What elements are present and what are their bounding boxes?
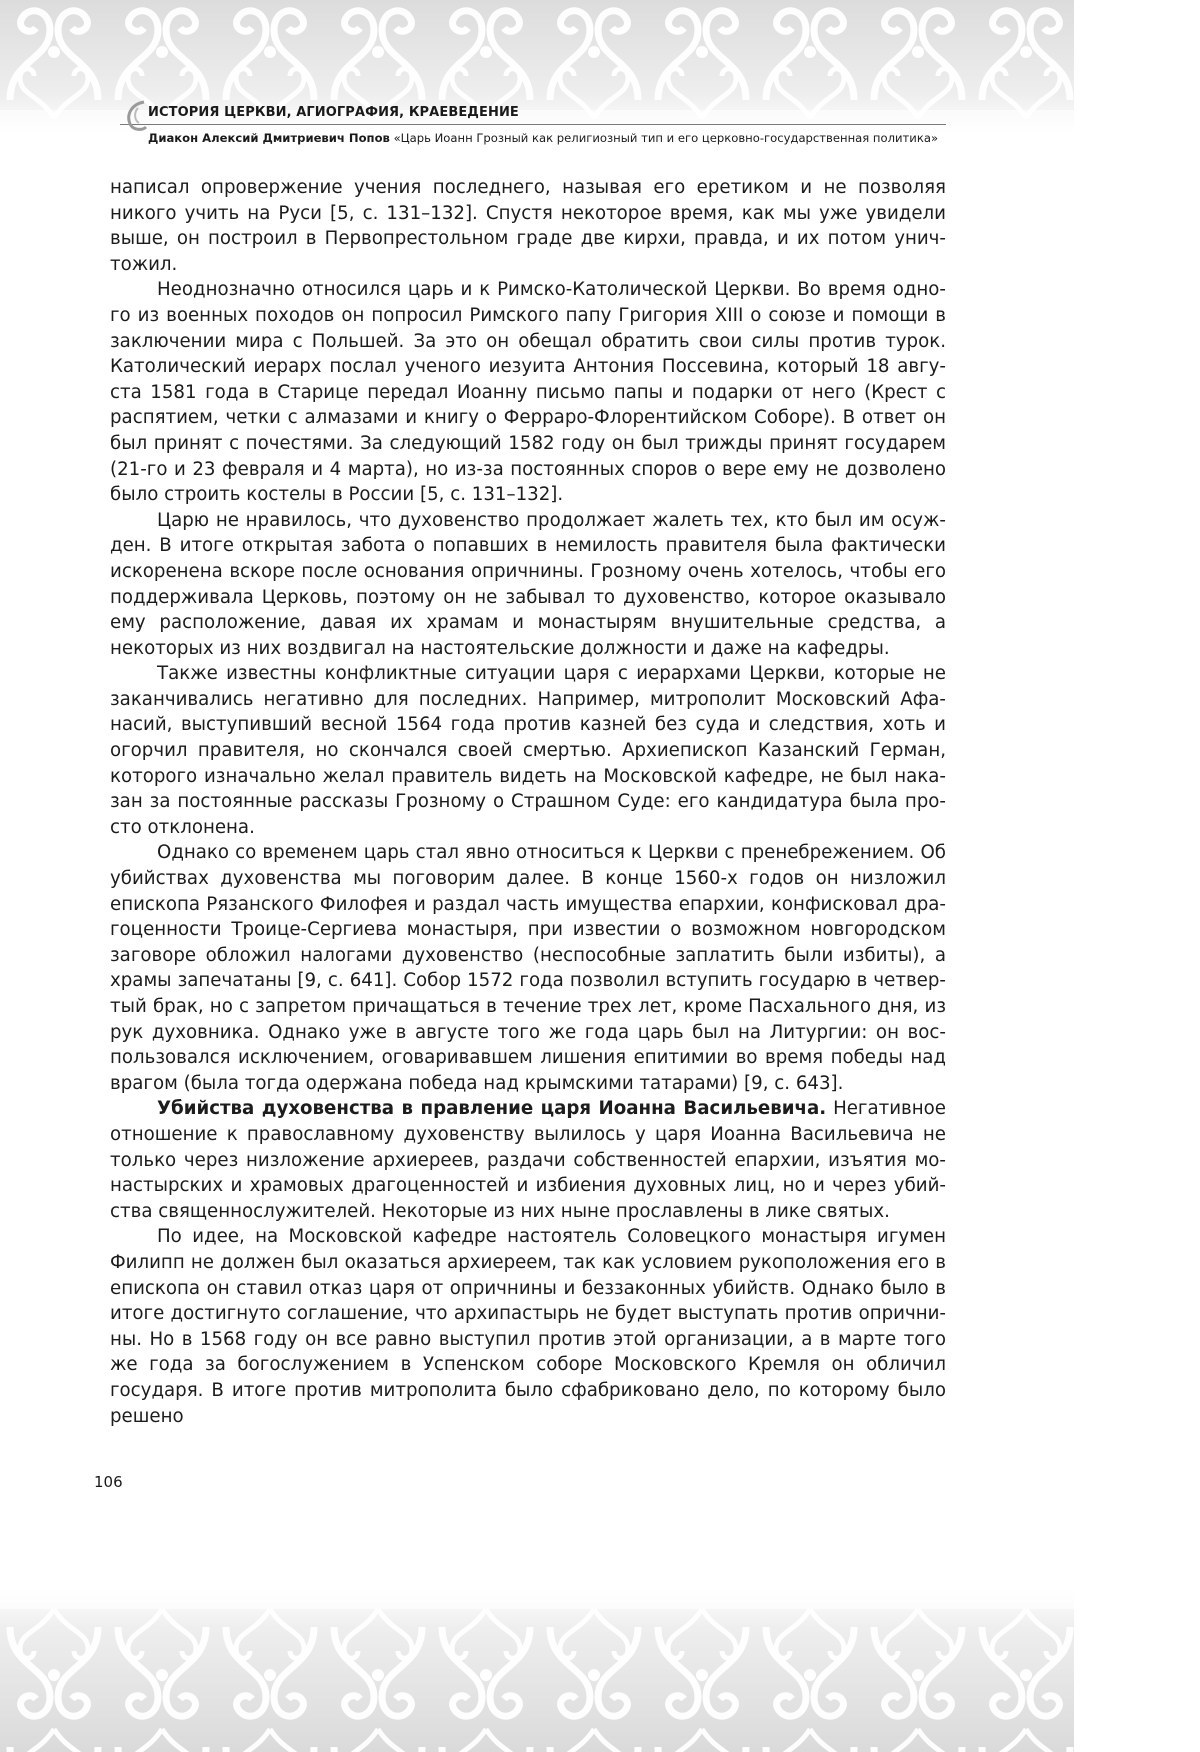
paragraph-1: написал опровержение учения последнего, называя его еретиком и не позволяя никого учить на Руси [5, с. 131–132]. Спустя некоторое время, как мы уже увидели выше, он построил в Первопрестольном граде две кирхи, правда, и их потом уничтожил. [110, 177, 946, 275]
header-rule [120, 124, 946, 125]
article-title: «Царь Иоанн Грозный как религиозный тип и его церковно-государственная политика» [393, 131, 939, 145]
section-rubric: ИСТОРИЯ ЦЕРКВИ, АГИОГРАФИЯ, КРАЕВЕДЕНИЕ [148, 105, 519, 120]
paragraph-6-text: Негативное отношение к православному духовенству вылилось у царя Иоанна Васильевича не только через низложение архиереев, раздачи собственностей епархии, изъятия монастырских и храмовых драгоценностей и избиения духовных лиц, но и через убийства священнослужителей. Некоторые из них ныне прославлены в лике святых. [110, 1098, 946, 1222]
paragraph-7: По идее, на Московской кафедре настоятель Соловецкого монастыря игумен Филипп не должен был оказаться архиереем, так как условием рукоположения его в епископа он ставил отказ царя от опричнины и беззаконных убийств. Однако было в итоге достигнуто соглашение, что архипастырь не будет выступать против опричнины. Но в 1568 году он все равно выступил против этой организации, а в марте того же года за богослужением в Успенском соборе Московского Кремля он обличил государя. В итоге против митрополита было сфабриковано дело, по которому было решено [110, 1226, 946, 1427]
rubric-emblem-icon [124, 100, 150, 132]
page-number: 106 [94, 1473, 123, 1491]
running-header [110, 104, 946, 146]
paragraph-4: Также известны конфликтные ситуации царя с иерархами Церкви, которые не заканчивались негативно для последних. Например, митрополит Московский Афанасий, выступивший весной 1564 года против казней без суда и следствия, хоть и огорчил правителя, но скончался своей смертью. Архиепископ Казанский Герман, которого изначально желал правитель видеть на Московской кафедре, не был наказан за постоянные рассказы Грозному о Страшном Суде: его кандидатура была просто отклонена. [110, 663, 946, 838]
author-name: Диакон Алексий Дмитриевич Попов [148, 131, 390, 145]
paragraph-2: Неоднозначно относился царь и к Римско-Католической Церкви. Во время одного из военных походов он попросил Римского папу Григория XIII о союзе и помощи в заключении мира с Польшей. За это он обещал обратить свои силы против турок. Католический иерарх послал ученого иезуита Антония Поссевина, который 18 августа 1581 года в Старице передал Иоанну письмо папы и подарки от него (Крест с распятием, четки с алмазами и книгу о Ферраро-Флорентийском Соборе). В ответ он был принят с почестями. За следующий 1582 году он был трижды принят государем (21-го и 23 февраля и 4 марта), но из-за постоянных споров о вере ему не дозволено было строить костелы в России [5, с. 131–132]. [110, 279, 946, 506]
ornament-pattern-bottom [0, 1587, 1074, 1752]
article-body [110, 175, 946, 1429]
paragraph-6 [110, 1096, 946, 1224]
paragraph-3: Царю не нравилось, что духовенство продолжает жалеть тех, кто был им осужден. В итоге открытая забота о попавших в немилость правителя была фактически искоренена вскоре после основания опричнины. Грозному очень хотелось, чтобы его поддерживала Церковь, поэтому он не забывал то духовенство, которое оказывало ему расположение, давая их храмам и монастырям внушительные средства, а некоторых из них воздвигал на настоятельские должности и даже на кафедры. [110, 509, 946, 659]
article-reference [110, 130, 946, 146]
bottom-ornament-band [0, 1587, 1074, 1752]
section-heading: Убийства духовенства в правление царя Иоанна Васильевича. [157, 1098, 827, 1120]
paragraph-5: Однако со временем царь стал явно относиться к Церкви с пренебрежением. Об убийствах духовенства мы поговорим далее. В конце 1560-х годов он низложил епископа Рязанского Филофея и раздал часть имущества епархии, конфисковал драгоценности Троице-Сергиева монастыря, при известии о возможном новгородском заговоре обложил налогами духовенство (неспособные заплатить были избиты), а храмы запечатаны [9, с. 641]. Собор 1572 года позволил вступить государю в четвертый брак, но с запретом причащаться в течение трех лет, кроме Пасхального дня, из рук духовника. Однако уже в августе того же года царь был на Литургии: он воспользовался исключением, оговаривавшем лишения епитимии во время победы над врагом (была тогда одержана победа над крымскими татарами) [9, с. 643]. [110, 842, 946, 1094]
